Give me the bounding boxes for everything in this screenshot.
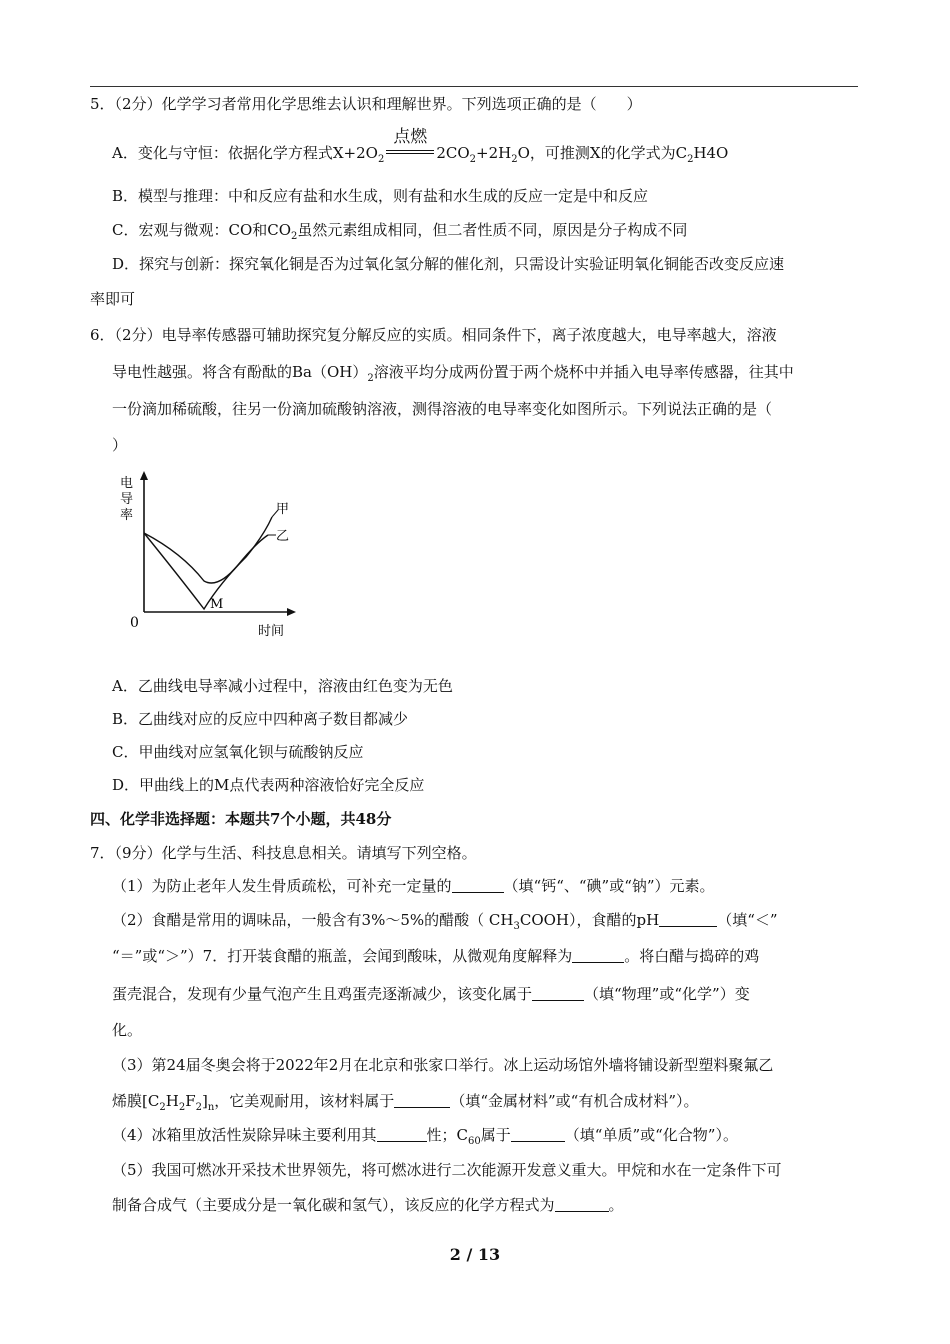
q7-part-5-line-1: （5）我国可燃冰开采技术世界领先，将可燃冰进行二次能源开发意义重大。甲烷和水在一定条件下可	[112, 1161, 782, 1179]
answer-blank[interactable]	[394, 1093, 450, 1108]
answer-blank[interactable]	[572, 948, 624, 963]
q7-part-5-line-2: 制备合成气（主要成分是一氧化碳和氢气），该反应的化学方程式为 。	[112, 1196, 624, 1214]
q7-part-1: （1）为防止老年人发生骨质疏松，可补充一定量的 （填“钙“、“碘”或“钠”）元素。	[112, 877, 715, 895]
q6-option-d: D．甲曲线上的M点代表两种溶液恰好完全反应	[112, 776, 425, 794]
q6-option-a: A．乙曲线电导率减小过程中，溶液由红色变为无色	[112, 677, 453, 695]
q6-stem-1: 6．（2分）电导率传感器可辅助探究复分解反应的实质。相同条件下，离子浓度越大，电导率越大，溶液	[90, 326, 777, 344]
answer-blank[interactable]	[377, 1127, 427, 1142]
q6-option-b: B．乙曲线对应的反应中四种离子数目都减少	[112, 710, 409, 728]
conductivity-graph	[108, 465, 308, 645]
y-label-2: 导	[120, 492, 134, 507]
label-jia: 甲	[276, 502, 290, 517]
q6-stem-3: 一份滴加稀硫酸，往另一份滴加硫酸钠溶液，测得溶液的电导率变化如图所示。下列说法正确的是（	[112, 400, 773, 418]
q7-part-3-line-2: 烯膜$[C_2H_2F_2]_n$，它美观耐用，该材料属于 （填“金属材料”或“有机合成材料”）。	[112, 1092, 699, 1113]
answer-blank[interactable]	[452, 878, 504, 893]
answer-blank[interactable]	[511, 1127, 565, 1142]
q5-stem: 5．（2分）化学学习者常用化学思维去认识和理解世界。下列选项正确的是（ ）	[90, 95, 642, 113]
q7-part-4: （4）冰箱里放活性炭除异味主要利用其 性；$C_{60}$属于 （填“单质”或“化合物”）。	[112, 1126, 738, 1147]
answer-blank[interactable]	[555, 1197, 609, 1212]
label-m: M	[210, 597, 224, 612]
q5-option-d-cont: 率即可	[90, 290, 136, 308]
y-label-1: 电	[120, 476, 134, 491]
label-yi: 乙	[276, 529, 290, 544]
x-axis-arrow-icon	[287, 608, 296, 616]
q5-option-b: B．模型与推理：中和反应有盐和水生成，则有盐和水生成的反应一定是中和反应	[112, 187, 649, 205]
header-rule	[90, 86, 858, 87]
q5-option-c: C．宏观与微观：CO和$CO_2$虽然元素组成相同，但二者性质不同，原因是分子构成不同	[112, 221, 688, 242]
curve-yi	[144, 533, 268, 583]
section-heading: 四、化学非选择题：本题共7个小题，共48分	[90, 810, 392, 828]
q7-part-2-line-3: 蛋壳混合，发现有少量气泡产生且鸡蛋壳逐渐减少，该变化属于 （填“物理”或“化学”）变	[112, 985, 750, 1003]
origin-label: 0	[130, 615, 139, 631]
x-label: 时间	[258, 624, 285, 639]
q7-stem: 7．（9分）化学与生活、科技息息相关。请填写下列空格。	[90, 844, 477, 862]
q7-part-2-line-2: “＝”或“＞”）7．打开装食醋的瓶盖，会闻到酸味，从微观角度解释为 。将白醋与捣碎的鸡	[112, 947, 760, 965]
answer-blank[interactable]	[532, 986, 584, 1001]
reaction-condition-arrow: 点燃	[384, 143, 436, 163]
q6-stem-2: 导电性越强。将含有酚酞的$Ba(OH)_2$溶液平均分成两份置于两个烧杯中并插入电导率传感器，往其中	[112, 363, 794, 384]
q6-option-c: C．甲曲线对应氢氧化钡与硫酸钠反应	[112, 743, 364, 761]
y-label-3: 率	[120, 508, 134, 523]
q5-option-d: D．探究与创新：探究氧化铜是否为过氧化氢分解的催化剂，只需设计实验证明氧化铜能否改变反应速	[112, 255, 785, 273]
q6-stem-4: ）	[112, 436, 128, 454]
q7-part-2-line-1: （2）食醋是常用的调味品，一般含有3%～5%的醋酸（ $CH_3COOH$），食醋的pH （填“＜”	[112, 911, 778, 932]
y-axis-arrow-icon	[140, 471, 148, 480]
q5-option-a: A．变化与守恒：依据化学方程式$X+2O_2$ 点燃 $2CO_2+2H_2O$，可推测X的化学式为$C_2H4O$	[112, 127, 729, 165]
q7-part-3-line-1: （3）第24届冬奥会将于2022年2月在北京和张家口举行。冰上运动场馆外墙将铺设新型塑料聚氟乙	[112, 1056, 774, 1074]
q7-part-2-line-4: 化。	[112, 1021, 143, 1039]
curve-jia	[144, 517, 272, 609]
answer-blank[interactable]	[659, 912, 717, 927]
page-number: 2 / 13	[449, 1245, 501, 1264]
